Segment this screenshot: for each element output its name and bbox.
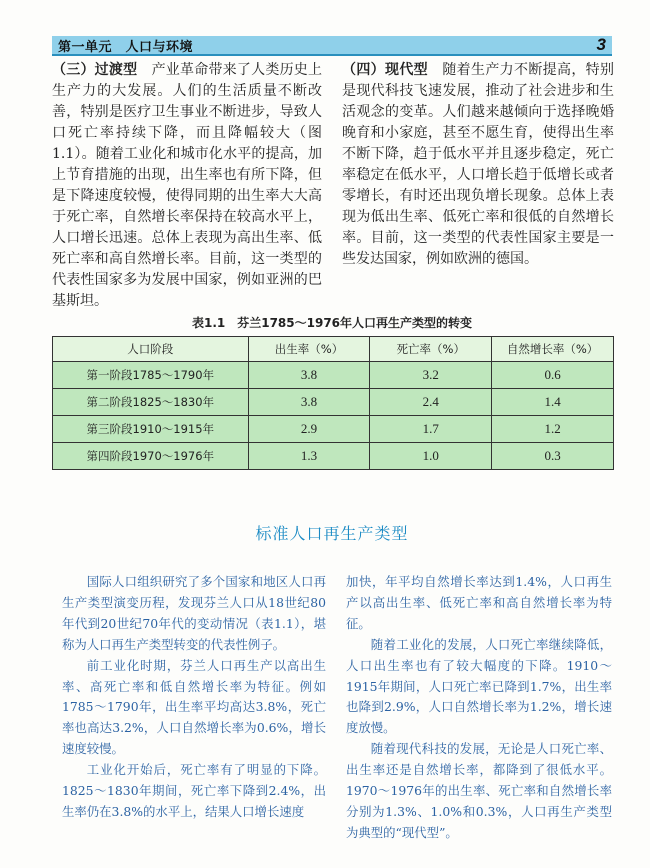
reading-paragraph: 前工业化时期，芬兰人口再生产以高出生率、高死亡率和低自然增长率为特征。例如1785～1790年，出生率平均高达3.8%，死亡率也高达3.2%，人口自然增长率为0.6%，增长速度较慢。 [62, 657, 326, 757]
table-row [53, 416, 614, 443]
modern-type-paragraph [342, 60, 614, 270]
reading-paragraph: 随着工业化的发展，人口死亡率继续降低，人口出生率也有了较大幅度的下降。1910～1915年期间，人口死亡率已降到1.7%，出生率也降到2.9%，人口自然增长率为1.2%，增长速度放慢。 [346, 636, 612, 736]
birth-rate-cell: 2.9 [248, 416, 370, 443]
growth-rate-cell: 1.4 [492, 389, 614, 416]
modern-type-body: 随着生产力不断提高，特别是现代科技飞速发展，推动了社会进步和生活观念的变革。人们越来越倾向于选择晚婚晚育和小家庭，甚至不愿生育，使得出生率不断下降，趋于低水平并且逐步稳定，死亡率稳定在低水平，人口增长趋于低增长或者零增长，有时还出现负增长现象。总体上表现为低出生率、低死亡率和很低的自然增长率。目前，这一类型的代表性国家主要是一些发达国家，例如欧洲的德国。 [342, 62, 614, 267]
death-rate-cell: 2.4 [370, 389, 492, 416]
table-row [53, 362, 614, 389]
section-title: 标准人口再生产类型 [255, 524, 409, 543]
unit-header-bar [52, 36, 612, 56]
birth-rate-cell: 1.3 [248, 443, 370, 470]
header-stage: 人口阶段 [53, 337, 249, 362]
reading-column-right [346, 572, 612, 844]
table-header-row [53, 337, 614, 362]
stage-cell: 第三阶段1910～1915年 [53, 416, 249, 443]
page-number: 3 [596, 35, 606, 54]
growth-rate-cell: 0.3 [492, 443, 614, 470]
birth-rate-cell: 3.8 [248, 389, 370, 416]
stage-cell: 第一阶段1785～1790年 [53, 362, 249, 389]
stage-cell: 第四阶段1970～1976年 [53, 443, 249, 470]
unit-title: 第一单元 人口与环境 [58, 39, 194, 55]
growth-rate-cell: 1.2 [492, 416, 614, 443]
reading-paragraph: 国际人口组织研究了多个国家和地区人口再生产类型演变历程，发现芬兰人口从18世纪80年代到20世纪70年代的变动情况（表1.1），堪称为人口再生产类型转变的代表性例子。 [62, 574, 326, 652]
table-row [53, 389, 614, 416]
death-rate-cell: 1.7 [370, 416, 492, 443]
modern-type-heading: （四）现代型 [342, 62, 428, 78]
death-rate-cell: 3.2 [370, 362, 492, 389]
stage-cell: 第二阶段1825～1830年 [53, 389, 249, 416]
death-rate-cell: 1.0 [370, 443, 492, 470]
reading-paragraph: 工业化开始后，死亡率有了明显的下降。1825～1830年期间，死亡率下降到2.4%，出生率仍在3.8%的水平上，结果人口增长速度 [62, 762, 326, 819]
header-death-rate: 死亡率（%） [370, 337, 492, 362]
transition-type-body: 产业革命带来了人类历史上生产力的大发展。人们的生活质量不断改善，特别是医疗卫生事业不断进步，导致人口死亡率持续下降，而且降幅较大（图1.1）。随着工业化和城市化水平的提高，加上节育措施的出现，出生率也有所下降，但是下降速度较慢，使得同期的出生率大大高于死亡率，自然增长率保持在较高水平上，人口增长迅速。总体上表现为高出生率、低死亡率和高自然增长率。目前，这一类型的代表性国家多为发展中国家，例如亚洲的巴基斯坦。 [52, 62, 323, 309]
reading-paragraph: 随着现代科技的发展，无论是人口死亡率、出生率还是自然增长率，都降到了很低水平。1970～1976年的出生率、死亡率和自然增长率分别为1.3%、1.0%和0.3%，人口再生产类型为典型的“现代型”。 [346, 741, 612, 840]
transition-type-paragraph [52, 60, 322, 312]
reading-column-left [62, 572, 326, 823]
table-caption: 表1.1 芬兰1785～1976年人口再生产类型的转变 [191, 316, 473, 330]
header-natural-growth-rate: 自然增长率（%） [492, 337, 614, 362]
table-row [53, 443, 614, 470]
finland-population-table [52, 336, 614, 470]
growth-rate-cell: 0.6 [492, 362, 614, 389]
reading-paragraph: 加快，年平均自然增长率达到1.4%，人口再生产以高出生率、低死亡率和高自然增长率为特征。 [346, 574, 612, 631]
birth-rate-cell: 3.8 [248, 362, 370, 389]
transition-type-heading: （三）过渡型 [52, 62, 138, 78]
header-birth-rate: 出生率（%） [248, 337, 370, 362]
